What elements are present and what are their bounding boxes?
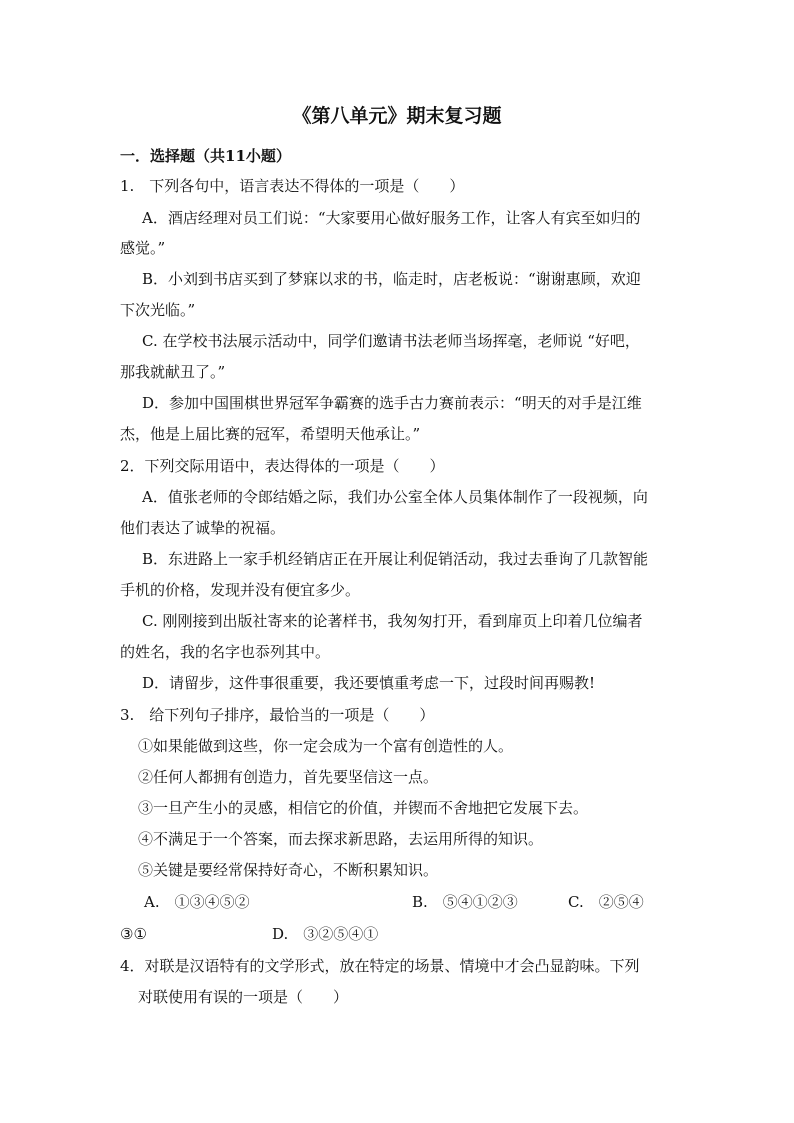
question-3-option-a: A. ①③④⑤② [144,893,250,911]
question-1-option-b: B．小刘到书店买到了梦寐以求的书，临走时，店老板说：“谢谢惠顾，欢迎 [142,270,641,288]
question-1-option-c-cont: 那我就献丑了。” [120,363,226,381]
question-1-option-b-cont: 下次光临。” [120,301,196,319]
question-3-sentence-3: ③一旦产生小的灵感，相信它的价值，并锲而不舍地把它发展下去。 [138,799,589,817]
question-3-option-c: C. ②⑤④ [568,893,644,911]
question-3-stem: 3. 给下列句子排序，最恰当的一项是（ ） [120,706,435,724]
question-2-option-a: A．值张老师的令郎结婚之际，我们办公室全体人员集体制作了一段视频，向 [142,488,648,506]
question-3-option-d: D. ③②⑤④① [272,925,379,943]
question-4-stem: 4．对联是汉语特有的文学形式，放在特定的场景、情境中才会凸显韵味。下列 [120,957,640,975]
question-2-option-b-cont: 手机的价格，发现并没有便宜多少。 [120,581,361,599]
question-2-option-c-cont: 的姓名，我的名字也忝列其中。 [120,643,331,661]
question-1-option-d: D．参加中国围棋世界冠军争霸赛的选手古力赛前表示：“明天的对手是江维 [142,394,642,412]
question-1-option-a-cont: 感觉。” [120,239,166,257]
question-1-option-d-cont: 杰，他是上届比赛的冠军，希望明天他承让。” [120,425,421,443]
question-3-option-b: B. ⑤④①②③ [412,893,518,911]
question-2-option-b: B．东进路上一家手机经销店正在开展让利促销活动，我过去垂询了几款智能 [142,550,649,568]
question-4-stem-cont: 对联使用有误的一项是（ ） [138,988,349,1006]
question-3-sentence-2: ②任何人都拥有创造力，首先要坚信这一点。 [138,768,439,786]
question-1-option-c: C. 在学校书法展示活动中，同学们邀请书法老师当场挥毫，老师说 “好吧， [142,332,640,350]
question-2-option-c: C. 刚刚接到出版社寄来的论著样书，我匆匆打开，看到扉页上印着几位编者 [142,612,643,630]
question-2-option-a-cont: 他们表达了诚挚的祝福。 [120,519,286,537]
section-heading: 一．选择题（共11小题） [120,147,291,165]
question-2-option-d: D．请留步，这件事很重要，我还要慎重考虑一下，过段时间再赐教! [142,674,596,692]
question-1-option-a: A．酒店经理对员工们说：“大家要用心做好服务工作，让客人有宾至如归的 [142,209,641,227]
question-3-sentence-4: ④不满足于一个答案，而去探求新思路，去运用所得的知识。 [138,830,544,848]
page-title: 《第八单元》期末复习题 [292,105,502,127]
question-1-stem: 1. 下列各句中，语言表达不得体的一项是（ ） [120,177,465,195]
question-3-sentence-5: ⑤关键是要经常保持好奇心，不断积累知识。 [138,861,439,879]
question-2-stem: 2．下列交际用语中，表达得体的一项是（ ） [120,457,445,475]
question-3-sentence-1: ①如果能做到这些，你一定会成为一个富有创造性的人。 [138,737,514,755]
question-3-option-c-cont: ③① [120,925,147,943]
